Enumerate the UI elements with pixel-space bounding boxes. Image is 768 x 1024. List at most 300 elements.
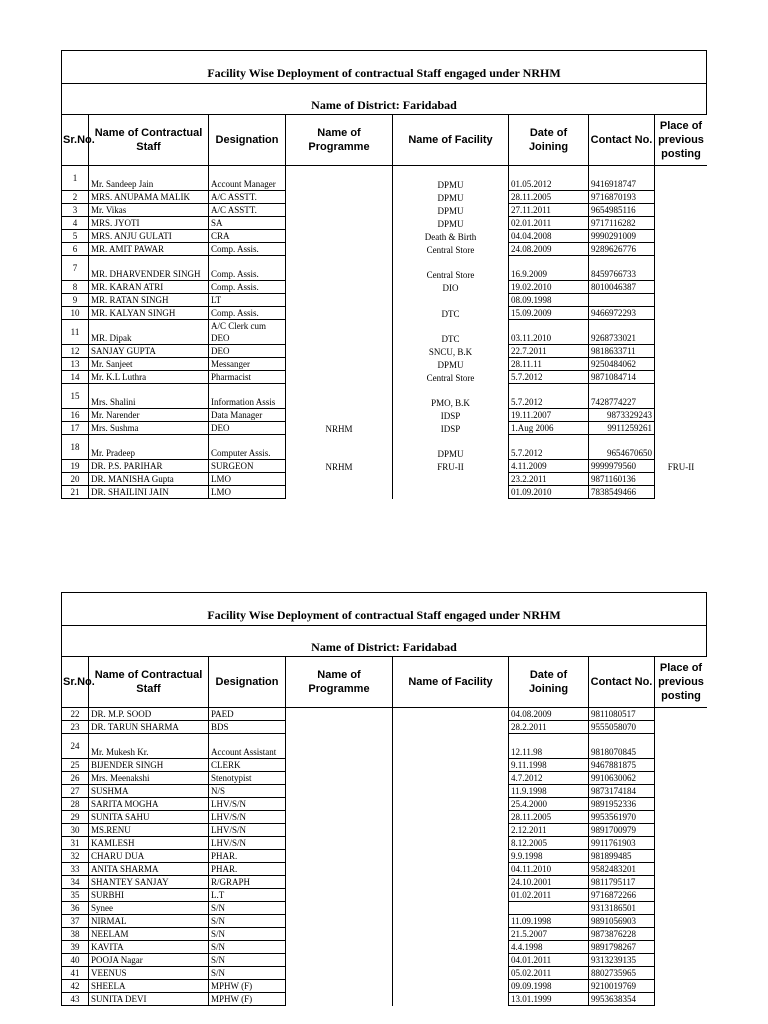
previous-posting-cell — [655, 384, 708, 409]
joining-date-cell: 28.11.11 — [509, 358, 589, 371]
contact-no-cell: 9911761903 — [589, 837, 655, 850]
designation-cell: Messanger — [209, 358, 286, 371]
facility-cell — [393, 850, 509, 863]
staff-name-cell: Mrs. Meenakshi — [89, 772, 209, 785]
joining-date-cell: 2.12.2011 — [509, 824, 589, 837]
facility-cell: IDSP — [393, 409, 509, 422]
programme-cell — [286, 837, 393, 850]
sr-no-cell: 38 — [62, 928, 89, 941]
designation-cell: L.T — [209, 889, 286, 902]
staff-table-1-wrapper — [61, 114, 707, 512]
joining-date-cell: 13.01.1999 — [509, 993, 589, 1006]
programme-cell — [286, 256, 393, 281]
previous-posting-cell — [655, 307, 708, 320]
designation-cell: Comp. Assis. — [209, 256, 286, 281]
table-row — [62, 422, 708, 435]
previous-posting-cell — [655, 837, 708, 850]
contact-no-cell: 9582483201 — [589, 863, 655, 876]
document-title: Facility Wise Deployment of contractual Staff engaged under NRHM — [207, 66, 561, 80]
staff-name-cell: CHARU DUA — [89, 850, 209, 863]
district-name-2: Name of District: Faridabad — [62, 625, 706, 657]
sr-no-cell: 15 — [62, 384, 89, 409]
designation-cell: Information Assis — [209, 384, 286, 409]
contact-no-cell: 9313239135 — [589, 954, 655, 967]
sr-no-cell: 29 — [62, 811, 89, 824]
staff-name-cell: Mr. Sandeep Jain — [89, 166, 209, 191]
table-row — [62, 837, 708, 850]
facility-cell — [393, 486, 509, 499]
programme-cell — [286, 798, 393, 811]
staff-name-cell: MR. DHARVENDER SINGH — [89, 256, 209, 281]
designation-cell: A/C ASSTT. — [209, 204, 286, 217]
designation-cell: PHAR. — [209, 863, 286, 876]
programme-cell — [286, 307, 393, 320]
table-row — [62, 409, 708, 422]
contact-no-cell: 9210019769 — [589, 980, 655, 993]
joining-date-cell: 25.4.2000 — [509, 798, 589, 811]
sr-no-cell: 43 — [62, 993, 89, 1006]
staff-name-cell: NEELAM — [89, 928, 209, 941]
facility-cell — [393, 759, 509, 772]
programme-cell — [286, 928, 393, 941]
staff-name-cell: POOJA Nagar — [89, 954, 209, 967]
joining-date-cell: 9.11.1998 — [509, 759, 589, 772]
table-row — [62, 734, 708, 759]
facility-cell: DPMU — [393, 166, 509, 191]
programme-cell — [286, 384, 393, 409]
staff-name-cell: Mrs. Shalini — [89, 384, 209, 409]
header-srno: Sr.No. — [62, 657, 89, 708]
facility-cell — [393, 837, 509, 850]
staff-name-cell: Mr. Pradeep — [89, 435, 209, 460]
table-row — [62, 191, 708, 204]
staff-name-cell: ANITA SHARMA — [89, 863, 209, 876]
contact-no-cell: 9811080517 — [589, 708, 655, 721]
previous-posting-cell — [655, 320, 708, 345]
designation-cell: PAED — [209, 708, 286, 721]
previous-posting-cell — [655, 294, 708, 307]
header-programme: Name of Programme — [286, 657, 393, 708]
district-name: Name of District: Faridabad — [62, 83, 706, 115]
contact-no-cell: 9466972293 — [589, 307, 655, 320]
previous-posting-cell — [655, 915, 708, 928]
table-row — [62, 902, 708, 915]
sr-no-cell: 8 — [62, 281, 89, 294]
header-programme: Name of Programme — [286, 115, 393, 166]
joining-date-cell: 4.4.1998 — [509, 941, 589, 954]
previous-posting-cell — [655, 166, 708, 191]
previous-posting-cell — [655, 941, 708, 954]
designation-cell: LMO — [209, 486, 286, 499]
table-row — [62, 850, 708, 863]
joining-date-cell: 21.5.2007 — [509, 928, 589, 941]
table-row — [62, 759, 708, 772]
joining-date-cell: 4.11.2009 — [509, 460, 589, 473]
contact-no-cell: 9313186501 — [589, 902, 655, 915]
sr-no-cell: 27 — [62, 785, 89, 798]
contact-no-cell: 9871084714 — [589, 371, 655, 384]
joining-date-cell: 23.2.2011 — [509, 473, 589, 486]
sr-no-cell: 31 — [62, 837, 89, 850]
previous-posting-cell — [655, 734, 708, 759]
table-row — [62, 435, 708, 460]
sr-no-cell: 36 — [62, 902, 89, 915]
table-row — [62, 721, 708, 734]
contact-no-cell: 8459766733 — [589, 256, 655, 281]
staff-name-cell: SURBHI — [89, 889, 209, 902]
contact-no-cell: 8010046387 — [589, 281, 655, 294]
previous-posting-cell — [655, 204, 708, 217]
contact-no-cell: 9555058070 — [589, 721, 655, 734]
designation-cell: MPHW (F) — [209, 980, 286, 993]
joining-date-cell: 11.09.1998 — [509, 915, 589, 928]
sr-no-cell: 12 — [62, 345, 89, 358]
contact-no-cell: 9654670650 — [589, 435, 655, 460]
designation-cell: S/N — [209, 967, 286, 980]
facility-cell: Central Store — [393, 371, 509, 384]
staff-name-cell: MRS. JYOTI — [89, 217, 209, 230]
header-name: Name of Contractual Staff — [89, 657, 209, 708]
table-row — [62, 980, 708, 993]
facility-cell — [393, 721, 509, 734]
sr-no-cell: 3 — [62, 204, 89, 217]
previous-posting-cell — [655, 217, 708, 230]
sr-no-cell: 30 — [62, 824, 89, 837]
joining-date-cell: 04.01.2011 — [509, 954, 589, 967]
contact-no-cell: 9716870193 — [589, 191, 655, 204]
programme-cell — [286, 708, 393, 721]
table-row — [62, 798, 708, 811]
programme-cell — [286, 980, 393, 993]
previous-posting-cell — [655, 721, 708, 734]
joining-date-cell: 5.7.2012 — [509, 384, 589, 409]
facility-cell — [393, 708, 509, 721]
contact-no-cell: 9467881875 — [589, 759, 655, 772]
contact-no-cell: 9873174184 — [589, 785, 655, 798]
joining-date-cell: 15.09.2009 — [509, 307, 589, 320]
sr-no-cell: 5 — [62, 230, 89, 243]
header-facility: Name of Facility — [393, 657, 509, 708]
joining-date-cell: 01.09.2010 — [509, 486, 589, 499]
joining-date-cell: 24.10.2001 — [509, 876, 589, 889]
programme-cell — [286, 824, 393, 837]
contact-no-cell: 9953561970 — [589, 811, 655, 824]
facility-cell: Death & Birth — [393, 230, 509, 243]
table-row — [62, 993, 708, 1006]
sr-no-cell: 17 — [62, 422, 89, 435]
facility-cell: PMO, B.K — [393, 384, 509, 409]
table-row — [62, 204, 708, 217]
previous-posting-cell — [655, 759, 708, 772]
previous-posting-cell — [655, 243, 708, 256]
table-row — [62, 358, 708, 371]
designation-cell: PHAR. — [209, 850, 286, 863]
joining-date-cell: 08.09.1998 — [509, 294, 589, 307]
contact-no-cell: 9953638354 — [589, 993, 655, 1006]
designation-cell: LMO — [209, 473, 286, 486]
staff-name-cell: Mr. Sanjeet — [89, 358, 209, 371]
facility-cell: IDSP — [393, 422, 509, 435]
previous-posting-cell — [655, 358, 708, 371]
previous-posting-cell — [655, 191, 708, 204]
staff-name-cell: SANJAY GUPTA — [89, 345, 209, 358]
facility-cell — [393, 902, 509, 915]
designation-cell: S/N — [209, 954, 286, 967]
previous-posting-cell — [655, 345, 708, 358]
table-row — [62, 473, 708, 486]
programme-cell — [286, 889, 393, 902]
staff-name-cell: Synee — [89, 902, 209, 915]
contact-no-cell: 9811795117 — [589, 876, 655, 889]
programme-cell — [286, 217, 393, 230]
previous-posting-cell — [655, 371, 708, 384]
contact-no-cell: 9891056903 — [589, 915, 655, 928]
joining-date-cell: 19.02.2010 — [509, 281, 589, 294]
contact-no-cell: 9717116282 — [589, 217, 655, 230]
table-row — [62, 708, 708, 721]
contact-no-cell: 9818633711 — [589, 345, 655, 358]
table-row — [62, 915, 708, 928]
designation-cell: S/N — [209, 915, 286, 928]
staff-name-cell: MR. KARAN ATRI — [89, 281, 209, 294]
joining-date-cell — [509, 902, 589, 915]
programme-cell — [286, 850, 393, 863]
contact-no-cell: 9999979560 — [589, 460, 655, 473]
designation-cell: Stenotypist — [209, 772, 286, 785]
table-row — [62, 824, 708, 837]
sr-no-cell: 25 — [62, 759, 89, 772]
designation-cell: A/C Clerk cum DEO — [209, 320, 286, 345]
table-block-2 — [61, 592, 707, 657]
joining-date-cell: 16.9.2009 — [509, 256, 589, 281]
sr-no-cell: 42 — [62, 980, 89, 993]
designation-cell: LHV/S/N — [209, 824, 286, 837]
contact-no-cell: 7838549466 — [589, 486, 655, 499]
staff-name-cell: SHEELA — [89, 980, 209, 993]
sr-no-cell: 7 — [62, 256, 89, 281]
table-block-1 — [61, 50, 707, 115]
contact-no-cell: 9871160136 — [589, 473, 655, 486]
programme-cell — [286, 204, 393, 217]
designation-cell: LT — [209, 294, 286, 307]
previous-posting-cell — [655, 902, 708, 915]
joining-date-cell: 27.11.2011 — [509, 204, 589, 217]
facility-cell — [393, 772, 509, 785]
joining-date-cell: 04.11.2010 — [509, 863, 589, 876]
table-row — [62, 307, 708, 320]
facility-cell — [393, 954, 509, 967]
sr-no-cell: 16 — [62, 409, 89, 422]
table-row — [62, 876, 708, 889]
programme-cell — [286, 772, 393, 785]
header-name: Name of Contractual Staff — [89, 115, 209, 166]
sr-no-cell: 28 — [62, 798, 89, 811]
contact-no-cell: 9990291009 — [589, 230, 655, 243]
previous-posting-cell — [655, 863, 708, 876]
previous-posting-cell — [655, 281, 708, 294]
contact-no-cell: 9891952336 — [589, 798, 655, 811]
document-title-2: Facility Wise Deployment of contractual Staff engaged under NRHM — [207, 608, 561, 622]
sr-no-cell: 32 — [62, 850, 89, 863]
staff-name-cell: BIJENDER SINGH — [89, 759, 209, 772]
programme-cell — [286, 230, 393, 243]
joining-date-cell: 19.11.2007 — [509, 409, 589, 422]
staff-name-cell: Mr. Narender — [89, 409, 209, 422]
facility-cell: DPMU — [393, 217, 509, 230]
previous-posting-cell — [655, 876, 708, 889]
sr-no-cell: 39 — [62, 941, 89, 954]
facility-cell — [393, 928, 509, 941]
programme-cell: NRHM — [286, 460, 393, 473]
facility-cell — [393, 798, 509, 811]
sr-no-cell: 21 — [62, 486, 89, 499]
programme-cell — [286, 734, 393, 759]
table-row — [62, 967, 708, 980]
staff-name-cell: MR. RATAN SINGH — [89, 294, 209, 307]
facility-cell: DTC — [393, 307, 509, 320]
sr-no-cell: 22 — [62, 708, 89, 721]
header-date: Date of Joining — [509, 657, 589, 708]
sr-no-cell: 4 — [62, 217, 89, 230]
sr-no-cell: 35 — [62, 889, 89, 902]
designation-cell: Comp. Assis. — [209, 243, 286, 256]
staff-name-cell: SUNITA DEVI — [89, 993, 209, 1006]
designation-cell: BDS — [209, 721, 286, 734]
programme-cell — [286, 915, 393, 928]
contact-no-cell: 9911259261 — [589, 422, 655, 435]
previous-posting-cell — [655, 798, 708, 811]
designation-cell: A/C ASSTT. — [209, 191, 286, 204]
designation-cell: Account Assistant — [209, 734, 286, 759]
joining-date-cell: 28.2.2011 — [509, 721, 589, 734]
previous-posting-cell — [655, 785, 708, 798]
previous-posting-cell — [655, 230, 708, 243]
sr-no-cell: 18 — [62, 435, 89, 460]
facility-cell — [393, 811, 509, 824]
staff-name-cell: MR. AMIT PAWAR — [89, 243, 209, 256]
joining-date-cell: 24.08.2009 — [509, 243, 589, 256]
contact-no-cell: 9654985116 — [589, 204, 655, 217]
sr-no-cell: 6 — [62, 243, 89, 256]
previous-posting-cell — [655, 928, 708, 941]
previous-posting-cell — [655, 967, 708, 980]
staff-name-cell: Mr. Vikas — [89, 204, 209, 217]
facility-cell: Central Store — [393, 256, 509, 281]
staff-name-cell: DR. P.S. PARIHAR — [89, 460, 209, 473]
facility-cell: FRU-II — [393, 460, 509, 473]
joining-date-cell: 22.7.2011 — [509, 345, 589, 358]
joining-date-cell: 5.7.2012 — [509, 435, 589, 460]
staff-name-cell: MR. KALYAN SINGH — [89, 307, 209, 320]
table-header-row — [62, 657, 708, 708]
designation-cell: S/N — [209, 941, 286, 954]
staff-name-cell: Mrs. Sushma — [89, 422, 209, 435]
header-box-2 — [61, 592, 707, 657]
sr-no-cell: 23 — [62, 721, 89, 734]
programme-cell — [286, 409, 393, 422]
sr-no-cell: 2 — [62, 191, 89, 204]
programme-cell — [286, 191, 393, 204]
facility-cell — [393, 993, 509, 1006]
table-row — [62, 772, 708, 785]
facility-cell — [393, 980, 509, 993]
designation-cell: Computer Assis. — [209, 435, 286, 460]
programme-cell — [286, 785, 393, 798]
designation-cell: MPHW (F) — [209, 993, 286, 1006]
header-contact: Contact No. — [589, 115, 655, 166]
designation-cell: Account Manager — [209, 166, 286, 191]
designation-cell: DEO — [209, 422, 286, 435]
contact-no-cell: 9250484062 — [589, 358, 655, 371]
designation-cell: CRA — [209, 230, 286, 243]
facility-cell: SNCU, B.K — [393, 345, 509, 358]
facility-cell — [393, 967, 509, 980]
contact-no-cell: 9891700979 — [589, 824, 655, 837]
facility-cell: DPMU — [393, 435, 509, 460]
previous-posting-cell — [655, 954, 708, 967]
facility-cell — [393, 889, 509, 902]
facility-cell — [393, 473, 509, 486]
staff-name-cell: MS.RENU — [89, 824, 209, 837]
sr-no-cell: 11 — [62, 320, 89, 345]
facility-cell — [393, 785, 509, 798]
programme-cell — [286, 941, 393, 954]
facility-cell — [393, 734, 509, 759]
joining-date-cell: 02.01.2011 — [509, 217, 589, 230]
facility-cell: DPMU — [393, 358, 509, 371]
sr-no-cell: 24 — [62, 734, 89, 759]
previous-posting-cell — [655, 850, 708, 863]
joining-date-cell: 5.7.2012 — [509, 371, 589, 384]
header-previous-posting: Place of previous posting — [655, 657, 708, 708]
designation-cell: LHV/S/N — [209, 811, 286, 824]
header-previous-posting: Place of previous posting — [655, 115, 708, 166]
previous-posting-cell — [655, 486, 708, 499]
sr-no-cell: 10 — [62, 307, 89, 320]
joining-date-cell: 03.11.2010 — [509, 320, 589, 345]
joining-date-cell: 1.Aug 2006 — [509, 422, 589, 435]
table-row — [62, 486, 708, 499]
contact-no-cell: 9873876228 — [589, 928, 655, 941]
contact-no-cell: 981899485 — [589, 850, 655, 863]
contact-no-cell: 9268733021 — [589, 320, 655, 345]
joining-date-cell: 8.12.2005 — [509, 837, 589, 850]
contact-no-cell: 9891798267 — [589, 941, 655, 954]
facility-cell: DPMU — [393, 191, 509, 204]
designation-cell: Comp. Assis. — [209, 307, 286, 320]
programme-cell — [286, 967, 393, 980]
table-row — [62, 281, 708, 294]
staff-name-cell: Mr. K.L Luthra — [89, 371, 209, 384]
previous-posting-cell — [655, 889, 708, 902]
staff-name-cell: DR. TARUN SHARMA — [89, 721, 209, 734]
facility-cell: DPMU — [393, 204, 509, 217]
table-row — [62, 460, 708, 473]
staff-name-cell: VEENUS — [89, 967, 209, 980]
programme-cell — [286, 358, 393, 371]
table-row — [62, 863, 708, 876]
staff-name-cell: MR. Dipak — [89, 320, 209, 345]
staff-name-cell: NIRMAL — [89, 915, 209, 928]
programme-cell — [286, 243, 393, 256]
staff-name-cell: SARITA MOGHA — [89, 798, 209, 811]
previous-posting-cell — [655, 708, 708, 721]
header-designation: Designation — [209, 657, 286, 708]
designation-cell: LHV/S/N — [209, 798, 286, 811]
table-header-row — [62, 115, 708, 166]
staff-name-cell: SUNITA SAHU — [89, 811, 209, 824]
designation-cell: R/GRAPH — [209, 876, 286, 889]
